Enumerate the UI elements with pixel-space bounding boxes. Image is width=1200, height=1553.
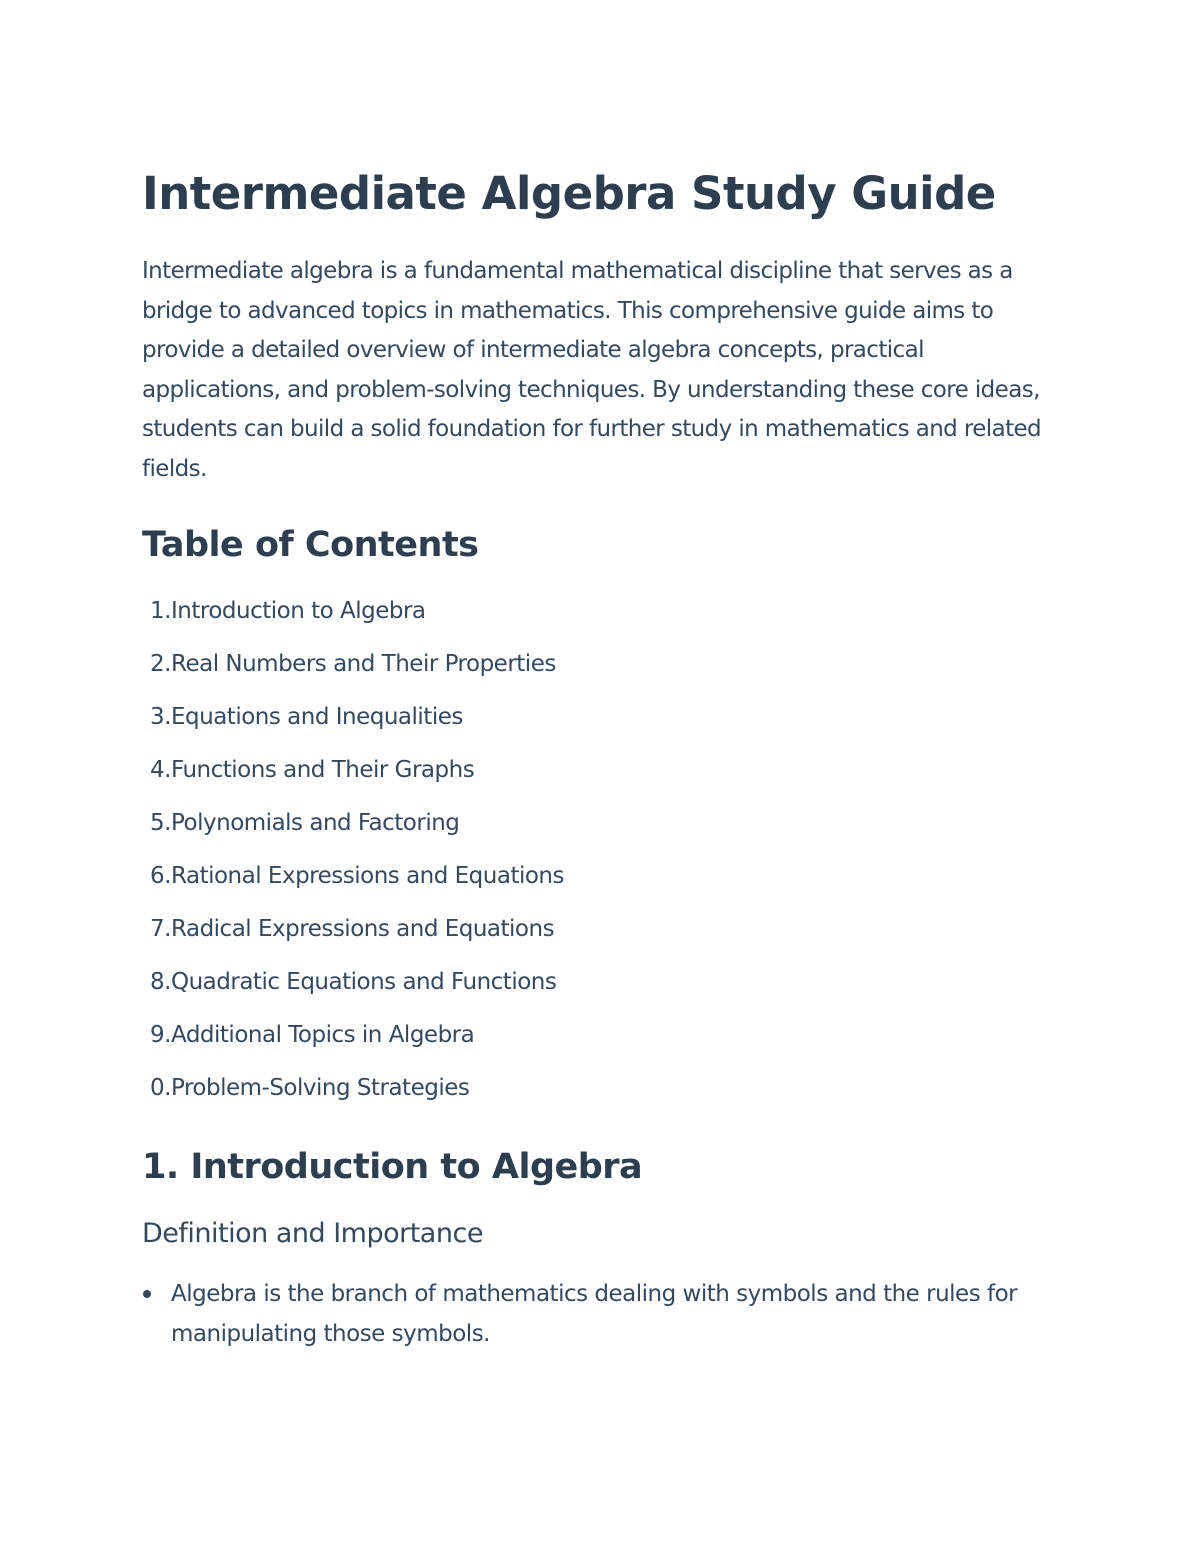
toc-number: 0. [150, 1074, 171, 1101]
bullet-item [142, 1274, 1031, 1354]
toc-item[interactable] [142, 1020, 1057, 1073]
toc-label: Functions and Their Graphs [171, 756, 475, 783]
toc-number: 7. [150, 915, 171, 942]
intro-paragraph: Intermediate algebra is a fundamental mathematical discipline that serves as a bridge to advanced topics in mathematics. This comprehensive guide aims to provide a detailed overview of intermediate algebra concepts, practical applications, and problem-solving techniques. By understanding these core ideas, students can build a solid foundation for further study in mathematics and related fields. [142, 258, 1042, 482]
toc-number: 5. [150, 809, 171, 836]
section-subheading: Definition and Importance [142, 1217, 483, 1249]
toc-label: Radical Expressions and Equations [171, 915, 555, 942]
toc-label: Real Numbers and Their Properties [171, 650, 556, 677]
toc-label: Rational Expressions and Equations [171, 862, 564, 889]
toc-item[interactable] [142, 967, 1057, 1020]
toc-number: 8. [150, 968, 171, 995]
toc-number: 6. [150, 862, 171, 889]
toc-label: Additional Topics in Algebra [171, 1021, 475, 1048]
toc-item[interactable] [142, 808, 1057, 861]
toc-item[interactable] [142, 914, 1057, 967]
bullet-list [142, 1274, 1057, 1354]
toc-label: Polynomials and Factoring [171, 809, 460, 836]
toc-label: Equations and Inequalities [171, 703, 463, 730]
toc-number: 3. [150, 703, 171, 730]
toc-item[interactable] [142, 596, 1057, 649]
bullet-icon [143, 1290, 151, 1298]
toc-label: Quadratic Equations and Functions [171, 968, 557, 995]
toc-item[interactable] [142, 649, 1057, 702]
toc-item[interactable] [142, 1073, 1057, 1126]
toc-label: Introduction to Algebra [171, 597, 426, 624]
section-heading: 1. Introduction to Algebra [142, 1146, 643, 1187]
document-title: Intermediate Algebra Study Guide [142, 167, 996, 220]
toc-number: 9. [150, 1021, 171, 1048]
toc-number: 4. [150, 756, 171, 783]
document-page [142, 164, 1057, 1354]
toc-item[interactable] [142, 755, 1057, 808]
table-of-contents [142, 596, 1057, 1126]
bullet-text: Algebra is the branch of mathematics dealing with symbols and the rules for manipulating those symbols. [171, 1280, 1018, 1347]
toc-heading: Table of Contents [142, 524, 479, 565]
toc-item[interactable] [142, 702, 1057, 755]
toc-item[interactable] [142, 861, 1057, 914]
toc-label: Problem-Solving Strategies [171, 1074, 470, 1101]
toc-number: 1. [150, 597, 171, 624]
toc-number: 2. [150, 650, 171, 677]
